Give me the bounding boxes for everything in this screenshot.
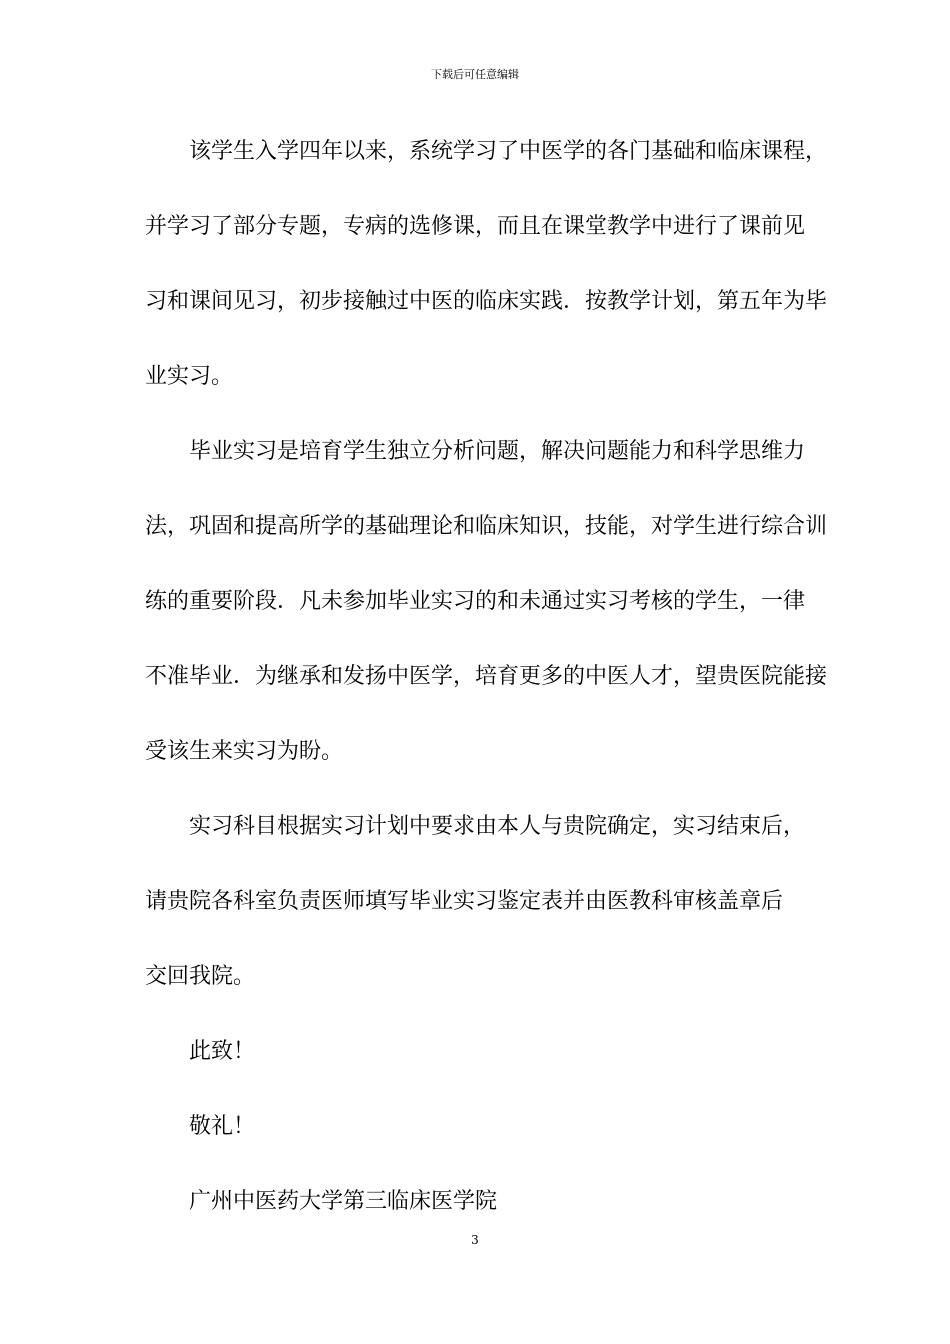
paragraph-2-line-1: 毕业实习是培育学生独立分析问题，解决问题能力和科学思维力 [189,439,806,464]
paragraph-2-line-3: 练的重要阶段．凡未参加毕业实习的和未通过实习考核的学生，一律 [145,589,806,614]
paragraph-2-line-2: 法，巩固和提高所学的基础理论和临床知识，技能，对学生进行综合训 [145,514,828,539]
paragraph-1 [145,130,828,430]
closing-salutation: 此致！ [189,1039,256,1064]
signature: 广州中医药大学第三临床医学院 [189,1189,498,1214]
paragraph-1-line-4: 业实习。 [145,364,234,389]
paragraph-1-line-1: 该学生入学四年以来，系统学习了中医学的各门基础和临床课程， [189,139,828,164]
letter-body [145,130,828,1255]
paragraph-1-line-3: 习和课间见习，初步接触过中医的临床实践．按教学计划，第五年为毕 [145,289,828,314]
paragraph-3 [145,805,810,1030]
paragraph-3-line-3: 交回我院。 [145,964,256,989]
paragraph-3-line-1: 实习科目根据实习计划中要求由本人与贵院确定，实习结束后， [189,814,806,839]
header-note: 下载后可任意编辑 [431,68,519,81]
page-number: 3 [471,1233,479,1247]
paragraph-2-line-5: 受该生来实习为盼。 [145,739,344,764]
paragraph-2-line-4: 不准毕业．为继承和发扬中医学，培育更多的中医人才，望贵医院能接 [145,664,828,689]
paragraph-1-line-2: 并学习了部分专题，专病的选修课，而且在课堂教学中进行了课前见 [145,214,806,239]
closing-regards: 敬礼！ [189,1114,256,1139]
paragraph-2 [145,430,828,805]
paragraph-3-line-2: 请贵院各科室负责医师填写毕业实习鉴定表并由医教科审核盖章后 [145,889,784,914]
